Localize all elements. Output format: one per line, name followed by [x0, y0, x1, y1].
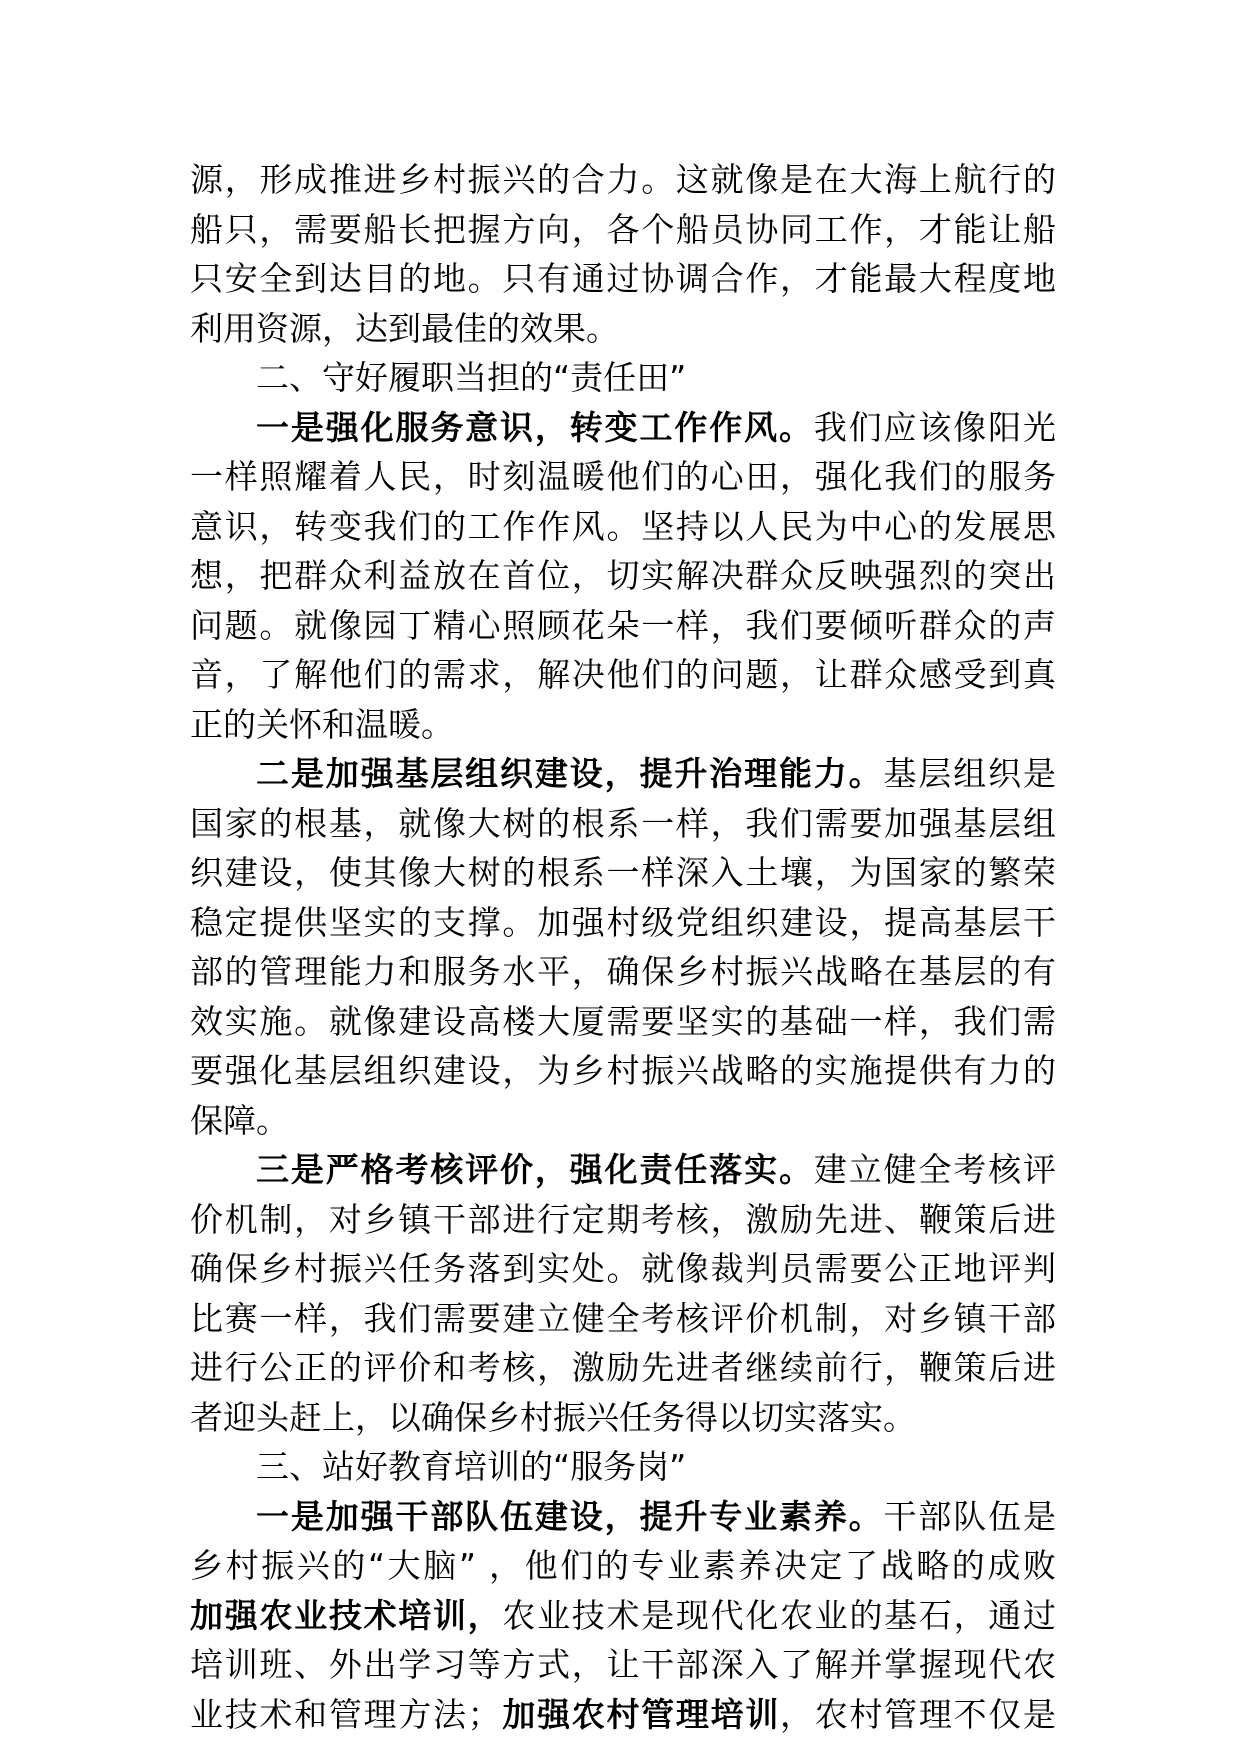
paragraph-lead-line: 一是加强干部队伍建设，提升专业素养。干部队伍是 — [256, 1496, 1056, 1536]
text-line: 加强农业技术培训，农业技术是现代化农业的基石，通过 — [190, 1595, 1056, 1635]
text-line: 织建设，使其像大树的根系一样深入土壤，为国家的繁荣 — [190, 853, 1056, 892]
text-line: 源，形成推进乡村振兴的合力。这就像是在大海上航行的 — [190, 160, 1056, 199]
text-line: 正的关怀和温暖。 — [190, 704, 454, 744]
text-line: 者迎头赶上，以确保乡村振兴任务得以切实落实。 — [190, 1397, 916, 1437]
text-line: 效实施。就像建设高楼大厦需要坚实的基础一样，我们需 — [190, 1001, 1056, 1041]
bold-lead: 二是加强基层组织建设，提升治理能力。 — [256, 754, 884, 793]
text-line: 利用资源，达到最佳的效果。 — [190, 308, 619, 348]
document-page — [190, 155, 1056, 1739]
paragraph-lead-line: 二是加强基层组织建设，提升治理能力。基层组织是 — [256, 754, 1056, 793]
text-line: 想，把群众利益放在首位，切实解决群众反映强烈的突出 — [190, 556, 1056, 595]
text-line: 保障。 — [190, 1100, 289, 1140]
bold-lead: 一是加强干部队伍建设，提升专业素养。 — [256, 1496, 884, 1536]
text-line: 要强化基层组织建设，为乡村振兴战略的实施提供有力的 — [190, 1051, 1056, 1090]
section-heading: 二、守好履职当担的“责任田” — [256, 358, 687, 397]
text-line: 音，了解他们的需求，解决他们的问题，让群众感受到真 — [190, 655, 1056, 694]
section-heading: 三、站好教育培训的“服务岗” — [256, 1447, 687, 1486]
text-line: 培训班、外出学习等方式，让干部深入了解并掌握现代农 — [190, 1645, 1056, 1684]
text-line: 稳定提供坚实的支撑。加强村级党组织建设，提高基层干 — [190, 902, 1056, 942]
bold-phrase: 加强农业技术培训， — [190, 1595, 503, 1635]
text-line: 只安全到达目的地。只有通过协调合作，才能最大程度地 — [190, 259, 1056, 298]
text-line: 进行公正的评价和考核，激励先进者继续前行，鞭策后进 — [190, 1348, 1056, 1387]
text-line: 价机制，对乡镇干部进行定期考核，激励先进、鞭策后进 — [190, 1199, 1056, 1239]
text-line: 问题。就像园丁精心照顾花朵一样，我们要倾听群众的声 — [190, 605, 1056, 645]
bold-lead: 一是强化服务意识，转变工作作风。 — [256, 407, 814, 447]
text-line: 国家的根基，就像大树的根系一样，我们需要加强基层组 — [190, 803, 1056, 843]
text-line: 乡村振兴的“大脑” ，他们的专业素养决定了战略的成败 — [190, 1546, 1056, 1585]
bold-lead: 三是严格考核评价，强化责任落实。 — [256, 1150, 814, 1189]
bold-phrase: 加强农村管理培训 — [500, 1694, 781, 1734]
text-line: 确保乡村振兴任务落到实处。就像裁判员需要公正地评判 — [190, 1249, 1056, 1288]
paragraph-lead-line: 一是强化服务意识，转变工作作风。我们应该像阳光 — [256, 407, 1056, 447]
text-line: 船只，需要船长把握方向，各个船员协同工作，才能让船 — [190, 209, 1056, 249]
text-line: 意识，转变我们的工作作风。坚持以人民为中心的发展思 — [190, 506, 1056, 546]
text-line: 比赛一样，我们需要建立健全考核评价机制，对乡镇干部 — [190, 1298, 1056, 1338]
text-line: 一样照耀着人民，时刻温暖他们的心田，强化我们的服务 — [190, 457, 1056, 496]
text-line: 业技术和管理方法；加强农村管理培训，农村管理不仅是 — [190, 1694, 1056, 1734]
text-line: 部的管理能力和服务水平，确保乡村振兴战略在基层的有 — [190, 952, 1056, 991]
paragraph-lead-line: 三是严格考核评价，强化责任落实。建立健全考核评 — [256, 1150, 1056, 1189]
